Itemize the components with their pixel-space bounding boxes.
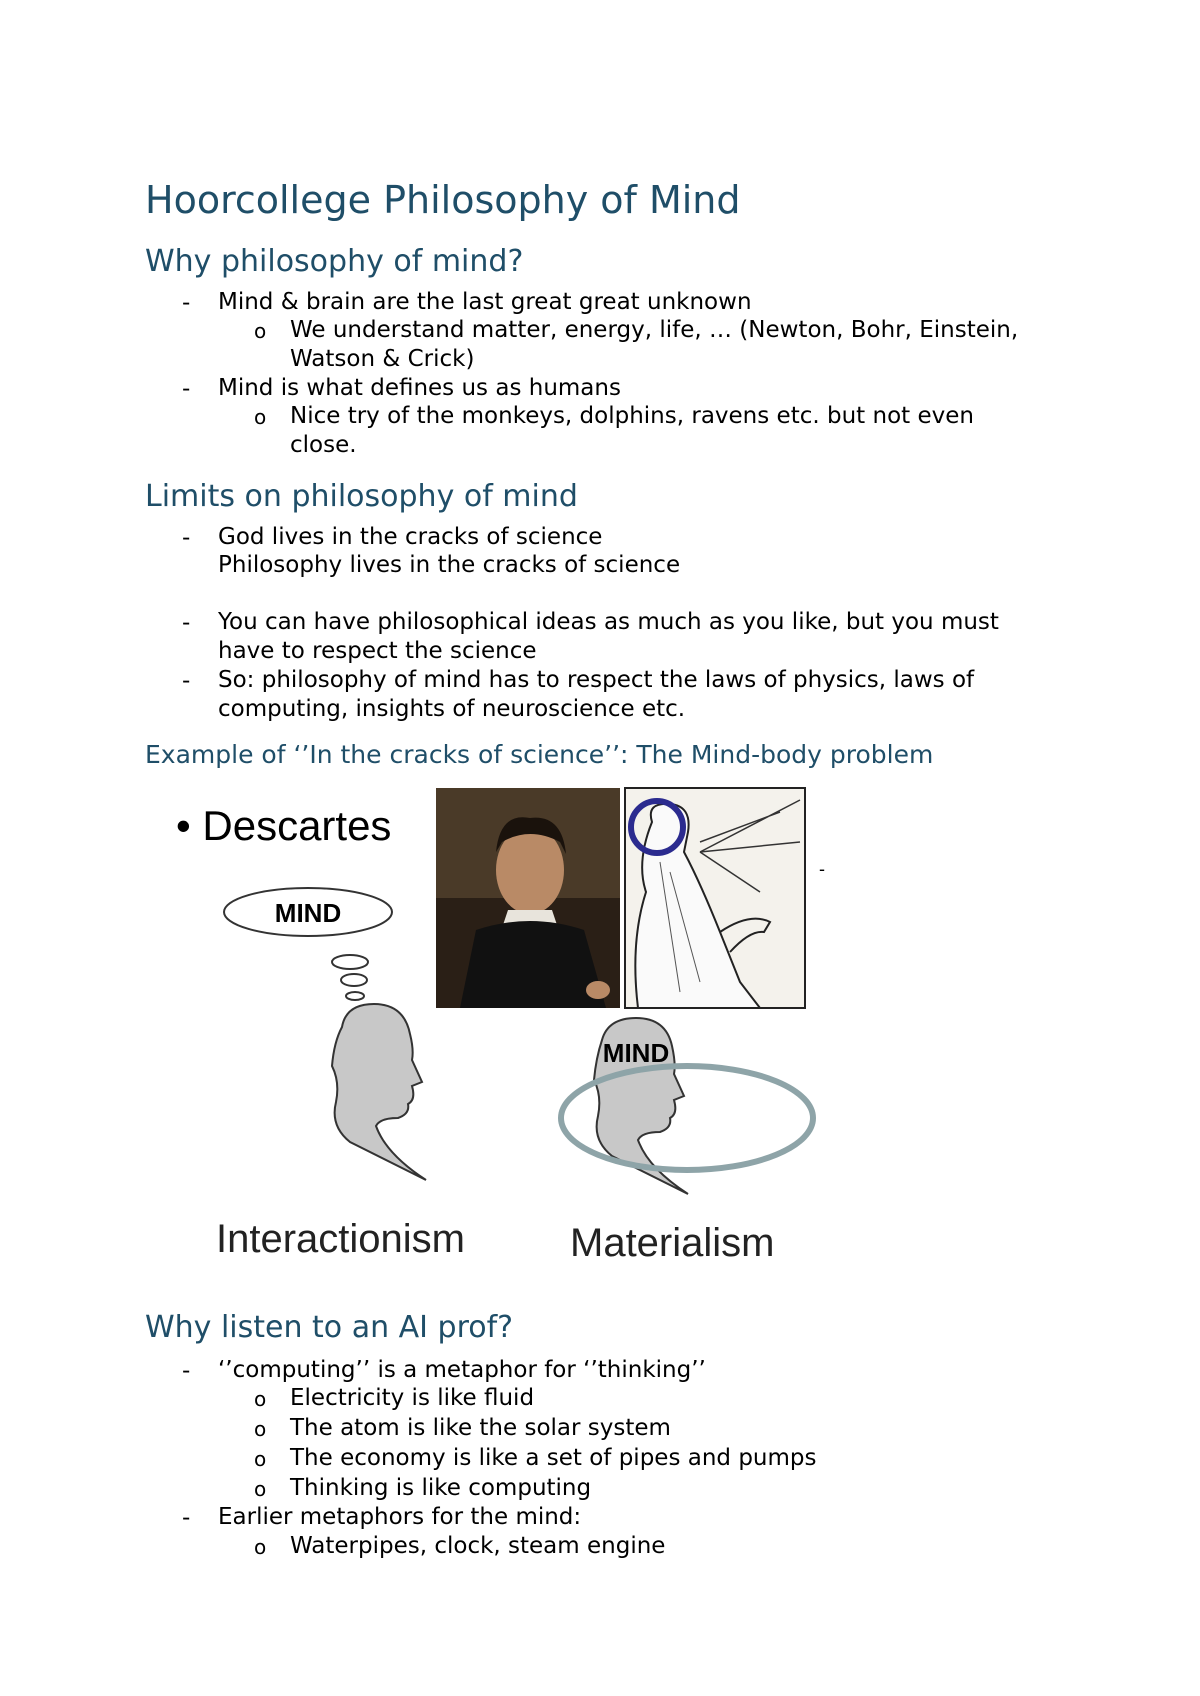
list-marker: - <box>182 1358 191 1384</box>
list-item: So: philosophy of mind has to respect the laws of physics, laws of <box>218 667 975 693</box>
sublist-marker: o <box>254 1417 267 1441</box>
sublist-item-cont: Watson & Crick) <box>290 346 475 372</box>
descartes-portrait-image <box>436 788 620 1008</box>
mind-head-label: MIND <box>602 1038 670 1068</box>
sublist-marker: o <box>254 405 267 429</box>
descartes-label: • Descartes <box>176 802 392 849</box>
sublist-item: Waterpipes, clock, steam engine <box>290 1533 666 1559</box>
heading-limits: Limits on philosophy of mind <box>145 479 578 514</box>
mind-bubble-label: MIND <box>274 898 342 928</box>
caption-materialism: Materialism <box>570 1221 775 1265</box>
list-item: Mind is what defines us as humans <box>218 375 621 401</box>
list-marker: - <box>182 1505 191 1531</box>
heading-ai-prof: Why listen to an AI prof? <box>145 1310 514 1345</box>
sublist-marker: o <box>254 1387 267 1411</box>
sublist-item: Electricity is like fluid <box>290 1385 535 1411</box>
list-marker: - <box>182 376 191 402</box>
sublist-item: We understand matter, energy, life, … (Newton, Bohr, Einstein, <box>290 317 1019 343</box>
interactionism-head-silhouette <box>332 1004 426 1180</box>
sublist-marker: o <box>254 1535 267 1559</box>
caption-interactionism: Interactionism <box>216 1217 465 1261</box>
sublist-item-cont: close. <box>290 432 357 458</box>
list-item: Earlier metaphors for the mind: <box>218 1504 582 1530</box>
list-marker: - <box>182 525 191 551</box>
list-item-cont: Philosophy lives in the cracks of science <box>218 552 681 578</box>
page-title: Hoorcollege Philosophy of Mind <box>145 178 741 222</box>
list-marker: - <box>182 668 191 694</box>
list-item-cont: computing, insights of neuroscience etc. <box>218 696 686 722</box>
heading-example: Example of ‘’In the cracks of science’’: The Mind-body problem <box>145 740 934 769</box>
sublist-item: The economy is like a set of pipes and pumps <box>290 1445 817 1471</box>
sublist-marker: o <box>254 319 267 343</box>
sublist-marker: o <box>254 1477 267 1501</box>
sublist-item: Thinking is like computing <box>290 1475 592 1501</box>
list-marker: - <box>182 610 191 636</box>
mind-body-illustration <box>160 782 830 1282</box>
sublist-marker: o <box>254 1447 267 1471</box>
mind-body-figure <box>160 782 830 1282</box>
sublist-item: Nice try of the monkeys, dolphins, ravens etc. but not even <box>290 403 974 429</box>
descartes-woodcut-image <box>625 788 805 1008</box>
list-marker: - <box>182 290 191 316</box>
list-item: ‘’computing’’ is a metaphor for ‘’thinking’’ <box>218 1357 706 1383</box>
list-item: God lives in the cracks of science <box>218 524 603 550</box>
sublist-item: The atom is like the solar system <box>290 1415 671 1441</box>
list-item: Mind & brain are the last great great unknown <box>218 289 752 315</box>
list-item-cont: have to respect the science <box>218 638 537 664</box>
list-item: You can have philosophical ideas as much as you like, but you must <box>218 609 999 635</box>
stray-dash: - <box>819 859 825 879</box>
heading-why-philosophy: Why philosophy of mind? <box>145 244 524 279</box>
